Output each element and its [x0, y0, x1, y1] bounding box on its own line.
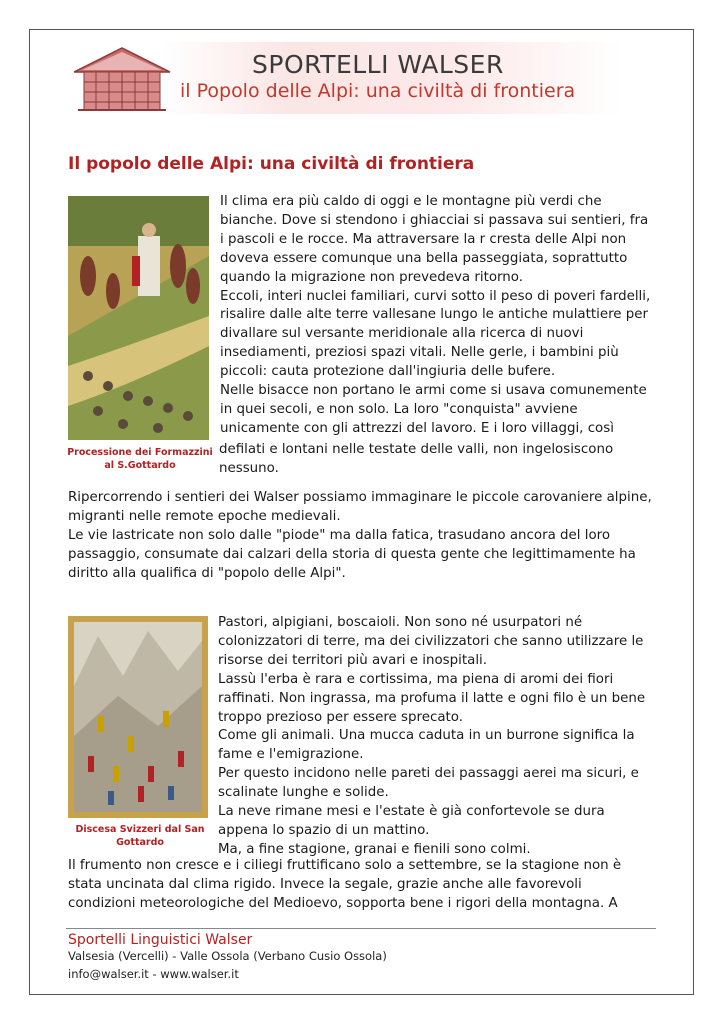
text-line: insediamenti, preziosi spazi vitali. Nelle gerle, i bambini più — [220, 345, 619, 361]
text-line: Come gli animali. Una mucca caduta in un burrone significa la — [218, 728, 635, 744]
text-line: Ripercorrendo i sentieri dei Walser possiamo immaginare le piccole carovaniere alpine, — [68, 490, 652, 505]
text-line: unicamente con gli attrezzi del lavoro. E i loro villaggi, così — [220, 420, 614, 436]
text-line: colonizzatori di terre, ma dei civilizzatori che sanno utilizzare le — [218, 633, 644, 649]
banner-title: SPORTELLI WALSER — [252, 50, 504, 79]
text-line: Le vie lastricate non solo dalle "piode" ma dalla fatica, trasudano ancora del loro — [68, 527, 611, 543]
text-line: troppo prezioso per essere sprecato. — [218, 709, 464, 725]
walser-house-logo — [72, 46, 172, 112]
text-line: scalinate lunghe e solide. — [218, 785, 389, 801]
text-line: raffinati. Non ingrassa, ma profuma il latte e ogni filo è un bene — [218, 690, 646, 706]
text-line: Pastori, alpigiani, boscaioli. Non sono né usurpatori né — [218, 615, 583, 630]
footer-location: Valsesia (Vercelli) - Valle Ossola (Verbano Cusio Ossola) — [68, 949, 387, 963]
paragraph-climate — [220, 193, 665, 439]
text-line: appena lo spazio di un mattino. — [218, 822, 430, 838]
text-line: Il clima era più caldo di oggi e le montagne più verdi che — [220, 194, 602, 209]
text-line: Il frumento non cresce e i ciliegi fruttificano solo a settembre, se la stagione non è — [68, 858, 622, 873]
text-line: fame e l'emigrazione. — [218, 747, 364, 763]
text-line: nessuno. — [219, 460, 279, 476]
text-line: risorse dei territori più avari e inospitali. — [218, 652, 488, 668]
footer-contact: info@walser.it - www.walser.it — [68, 967, 239, 981]
procession-painting — [68, 196, 209, 440]
text-line: diritto alla qualifica di "popolo delle Alpi". — [68, 565, 346, 581]
text-line: passaggio, consumate dai calzari della storia di questa gente che legittimamente ha — [68, 546, 636, 562]
text-line: condizioni meteorologiche del Medioevo, sopporta bene i rigori della montagna. A — [68, 895, 618, 911]
article-heading: Il popolo delle Alpi: una civiltà di frontiera — [68, 154, 475, 174]
paragraph-walser-paths — [68, 489, 668, 584]
text-line: La neve rimane mesi e l'estate è già confortevole se dura — [218, 804, 605, 820]
banner-subtitle: il Popolo delle Alpi: una civiltà di frontiera — [180, 80, 576, 102]
text-line: risalire dalle alte terre vallesane lungo le antiche mulattiere per — [220, 307, 649, 323]
text-line: Per questo incidono nelle pareti dei passaggi aerei ma sicuri, e — [218, 766, 639, 782]
footer-divider — [66, 928, 656, 929]
text-line: doveva essere comunque una bella passeggiata, soprattutto — [220, 250, 628, 266]
text-line: Lassù l'erba è rara e cortissima, ma piena di aromi dei fiori — [218, 671, 614, 687]
text-line: defilati e lontani nelle testate delle valli, non ingelosiscono — [219, 442, 614, 457]
text-line: stata uncinata dal clima rigido. Invece la segale, grazie anche alle favorevoli — [68, 876, 582, 892]
paragraph-wheat — [68, 857, 668, 914]
text-line: piccoli: cauta protezione dall'ingiuria delle bufere. — [220, 364, 556, 380]
text-line: quando la migrazione non prevedeva ritorno. — [220, 269, 524, 285]
text-line: Eccoli, interi nuclei familiari, curvi sotto il peso di poveri fardelli, — [220, 288, 651, 304]
text-line: Ma, a fine stagione, granai e fienili sono colmi. — [218, 841, 531, 857]
text-line: bianche. Dove si stendono i ghiacciai si passava sui sentieri, fra — [220, 212, 649, 228]
text-line: migranti nelle remote epoche medievali. — [68, 508, 341, 524]
text-line: i pascoli e le rocce. Ma attraversare la r cresta delle Alpi non — [220, 231, 627, 247]
paragraph-shepherds — [218, 614, 668, 860]
text-line: in quei secoli, e non solo. La loro "conquista" avviene — [220, 401, 578, 417]
text-line: divallare sul versante meridionale alla ricerca di nuovi — [220, 326, 584, 342]
swiss-descent-painting — [68, 616, 208, 818]
caption-swiss-descent: Discesa Svizzeri dal San Gottardo — [75, 824, 205, 848]
footer-title: Sportelli Linguistici Walser — [68, 932, 253, 948]
caption-procession: Processione dei Formazzini al S.Gottardo — [67, 447, 213, 471]
text-line: Nelle bisacce non portano le armi come si usava comunemente — [220, 383, 647, 399]
paragraph-climate-continued — [219, 441, 664, 479]
